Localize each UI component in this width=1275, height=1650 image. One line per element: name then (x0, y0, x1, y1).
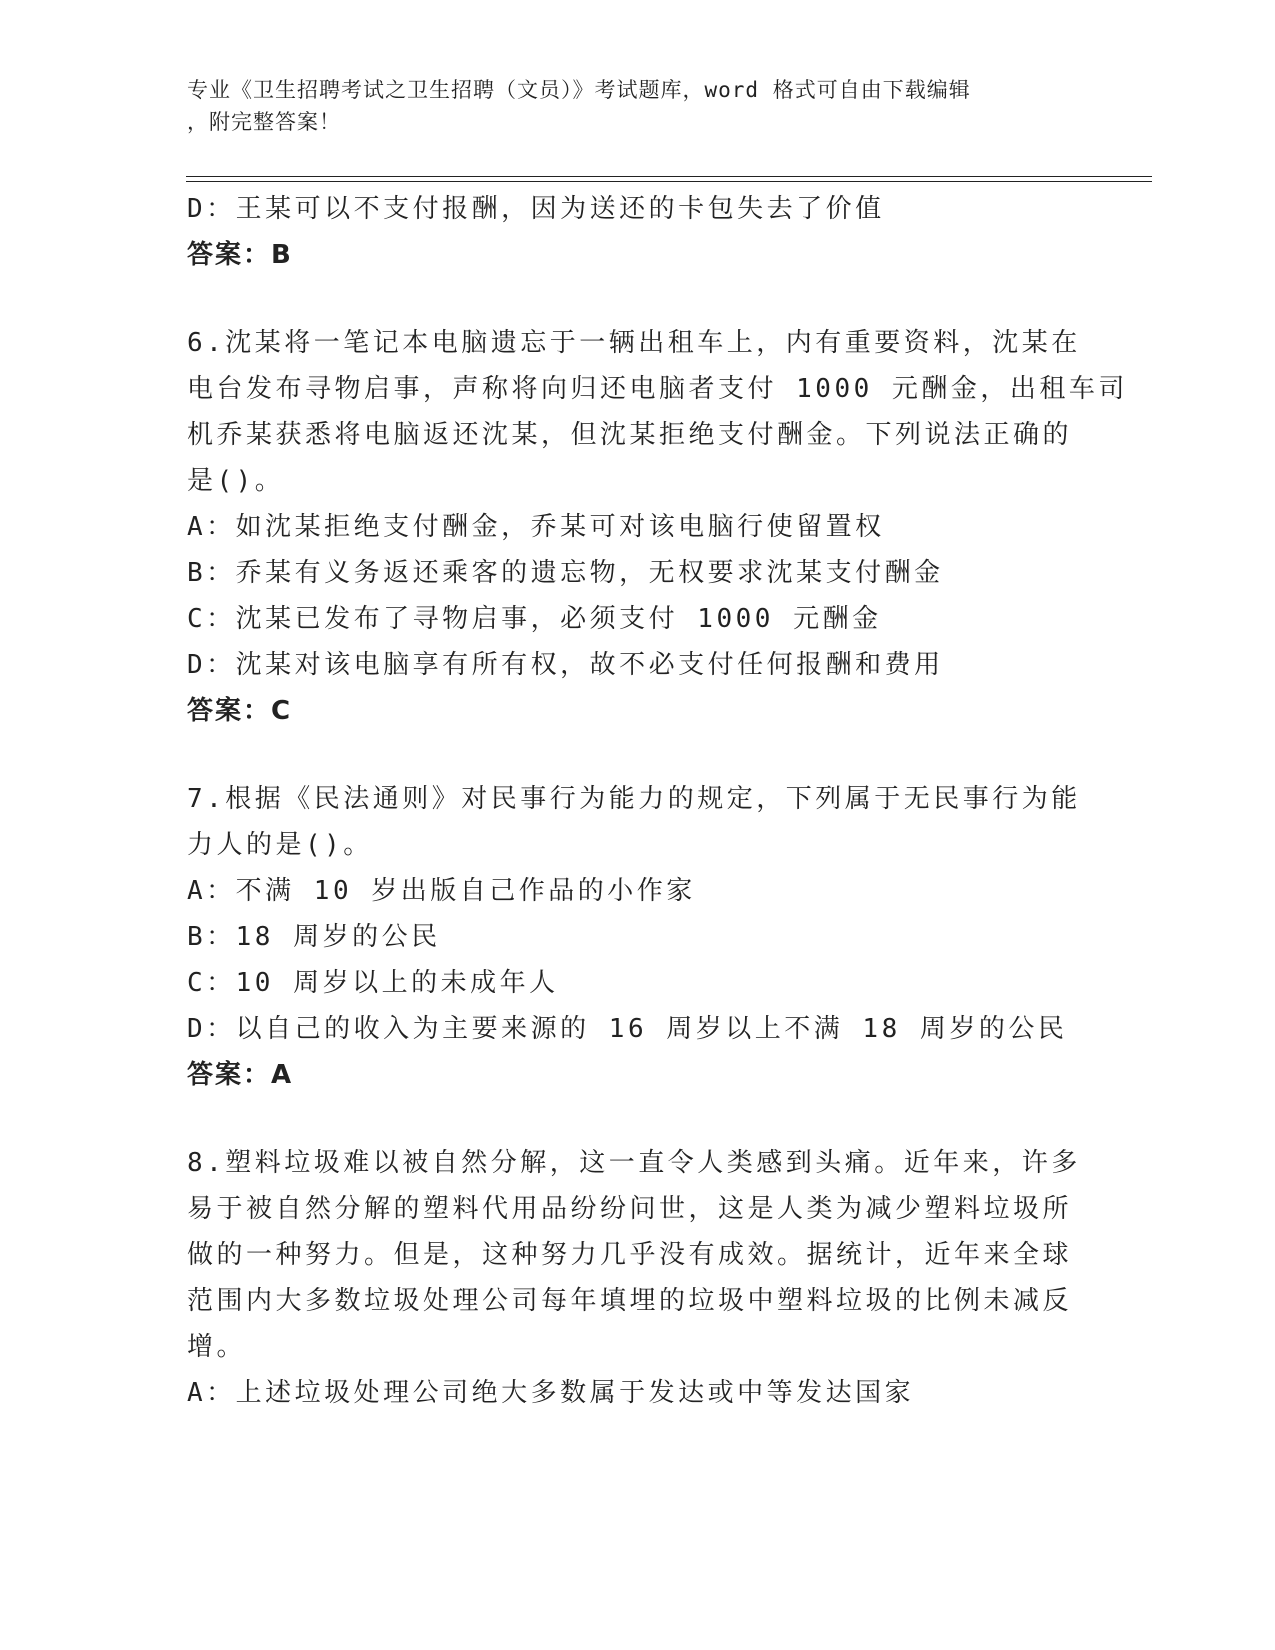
question-text-line: 8.塑料垃圾难以被自然分解，这一直令人类感到头痛。近年来，许多 (187, 1148, 1081, 1178)
option-b: B：18 周岁的公民 (187, 922, 441, 952)
page-header (187, 74, 1067, 138)
header-line: ，附完整答案！ (187, 110, 341, 134)
answer-label: 答案：B (187, 240, 293, 270)
question-6 (187, 320, 1128, 734)
question-text-line: 增。 (187, 1332, 247, 1362)
option-c: C：沈某已发布了寻物启事，必须支付 1000 元酬金 (187, 604, 882, 634)
header-divider (186, 176, 1152, 182)
question-text-line: 易于被自然分解的塑料代用品纷纷问世，这是人类为减少塑料垃圾所 (187, 1194, 1073, 1224)
question-text-line: 是()。 (187, 466, 285, 496)
question-text-line: 范围内大多数垃圾处理公司每年填埋的垃圾中塑料垃圾的比例未减反 (187, 1286, 1073, 1316)
option-d: D：沈某对该电脑享有所有权，故不必支付任何报酬和费用 (187, 650, 944, 680)
question-7 (187, 776, 1081, 1098)
question-block-previous (187, 186, 1067, 278)
option-b: B：乔某有义务返还乘客的遗忘物，无权要求沈某支付酬金 (187, 558, 944, 588)
question-8 (187, 1140, 1081, 1416)
answer-label: 答案：C (187, 696, 293, 726)
question-text-line: 力人的是()。 (187, 830, 373, 860)
question-text-line: 电台发布寻物启事，声称将向归还电脑者支付 1000 元酬金，出租车司 (187, 374, 1128, 404)
question-text-line: 机乔某获悉将电脑返还沈某，但沈某拒绝支付酬金。下列说法正确的 (187, 420, 1073, 450)
question-text-line: 6.沈某将一笔记本电脑遗忘于一辆出租车上，内有重要资料，沈某在 (187, 328, 1081, 358)
question-text-line: 7.根据《民法通则》对民事行为能力的规定，下列属于无民事行为能 (187, 784, 1081, 814)
option-a: A：上述垃圾处理公司绝大多数属于发达或中等发达国家 (187, 1378, 915, 1408)
header-line: 专业《卫生招聘考试之卫生招聘（文员）》考试题库，word 格式可自由下载编辑 (187, 78, 971, 102)
option-d: D：以自己的收入为主要来源的 16 周岁以上不满 18 周岁的公民 (187, 1014, 1068, 1044)
question-text-line: 做的一种努力。但是，这种努力几乎没有成效。据统计，近年来全球 (187, 1240, 1073, 1270)
option-a: A：不满 10 岁出版自己作品的小作家 (187, 876, 696, 906)
option-a: A：如沈某拒绝支付酬金，乔某可对该电脑行使留置权 (187, 512, 885, 542)
option-c: C：10 周岁以上的未成年人 (187, 968, 559, 998)
document-body (187, 186, 1128, 1416)
option-d: D：王某可以不支付报酬，因为送还的卡包失去了价值 (187, 194, 885, 224)
answer-label: 答案：A (187, 1060, 294, 1090)
